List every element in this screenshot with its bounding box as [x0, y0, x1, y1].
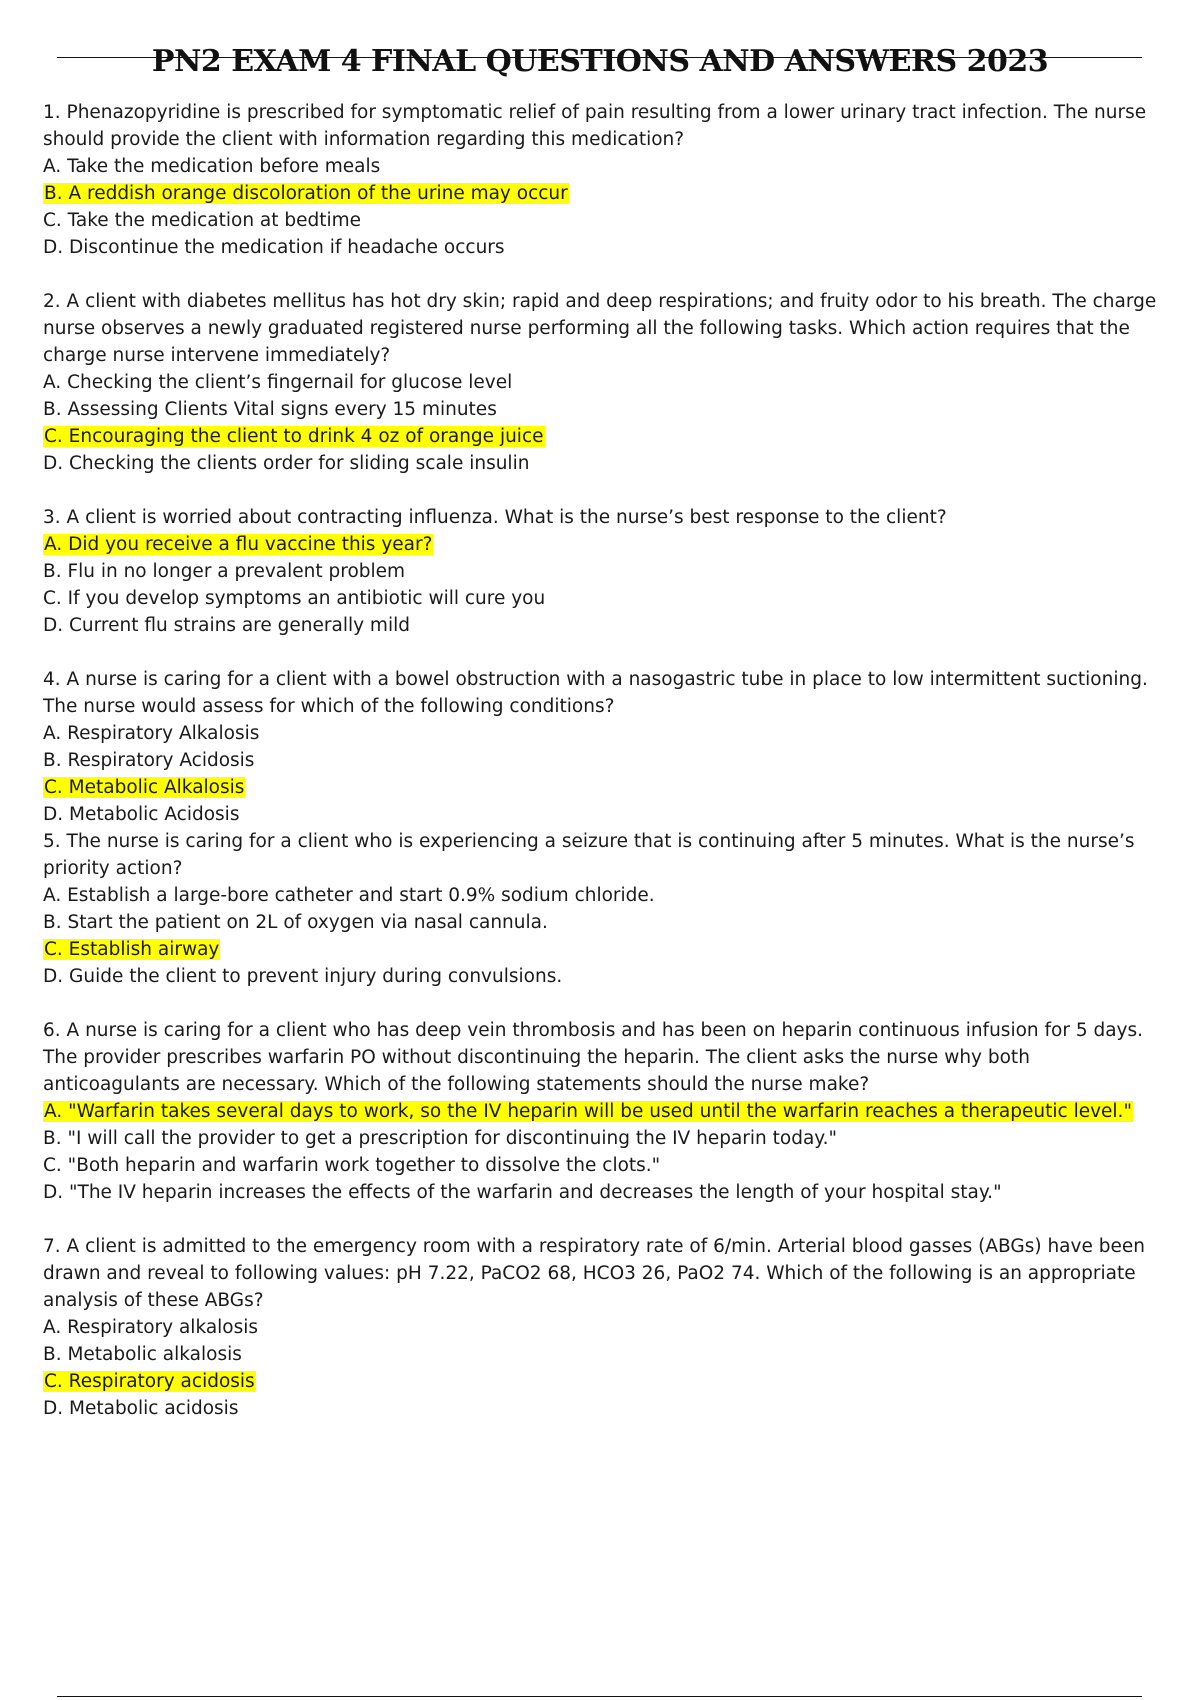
question-stem: 6. A nurse is caring for a client who has deep vein thrombosis and has been on heparin continuous infusion for 5 days. The provider prescribes warfarin PO without discontinuing the heparin. The client asks the nurse why both anticoagulants are necessary. Which of the following statements should the nurse make?: [43, 1020, 1144, 1095]
answer-option: A. Respiratory Alkalosis: [43, 723, 260, 744]
question-stem: 5. The nurse is caring for a client who is experiencing a seizure that is continuing after 5 minutes. What is the nurse’s priority action?: [43, 831, 1135, 879]
highlighted-answer: B. A reddish orange discoloration of the urine may occur: [44, 183, 568, 204]
question-7: [43, 1233, 1163, 1422]
question-stem: 4. A nurse is caring for a client with a bowel obstruction with a nasogastric tube in place to low intermittent suctioning. The nurse would assess for which of the following conditions?: [43, 669, 1148, 717]
highlighted-answer: C. Encouraging the client to drink 4 oz of orange juice: [44, 426, 544, 447]
answer-option: B. Respiratory Acidosis: [43, 750, 255, 771]
answer-option: D. Checking the clients order for sliding scale insulin: [43, 453, 530, 474]
answer-option: D. Metabolic Acidosis: [43, 804, 240, 825]
answer-option-correct: [43, 1368, 1163, 1395]
answer-option: D. Metabolic acidosis: [43, 1398, 239, 1419]
highlighted-answer: A. "Warfarin takes several days to work, so the IV heparin will be used until the warfarin reaches a therapeutic level.": [44, 1101, 1132, 1122]
highlighted-answer: C. Metabolic Alkalosis: [44, 777, 245, 798]
spacer: [43, 477, 1163, 504]
spacer: [43, 1206, 1163, 1233]
answer-option-correct: [43, 423, 1163, 450]
answer-option: A. Checking the client’s fingernail for glucose level: [43, 372, 513, 393]
answer-option-correct: [43, 774, 1163, 801]
question-stem: 3. A client is worried about contracting influenza. What is the nurse’s best response to the client?: [43, 507, 947, 528]
answer-option-correct: [43, 531, 1163, 558]
answer-option-correct: [43, 1098, 1163, 1125]
question-2: [43, 288, 1163, 477]
answer-option: C. If you develop symptoms an antibiotic will cure you: [43, 588, 546, 609]
bottom-rule: [57, 1696, 1142, 1697]
question-list: [43, 99, 1163, 1422]
answer-option: C. Take the medication at bedtime: [43, 210, 362, 231]
spacer: [43, 990, 1163, 1017]
question-5: [43, 828, 1163, 990]
answer-option-correct: [43, 180, 1163, 207]
answer-option: B. Flu in no longer a prevalent problem: [43, 561, 406, 582]
question-stem: 7. A client is admitted to the emergency room with a respiratory rate of 6/min. Arterial blood gasses (ABGs) have been drawn and reveal to following values: pH 7.22, PaCO2 68, HCO3 26, PaO2 74. Which of the following is an appropriate analysis of these ABGs?: [43, 1236, 1145, 1311]
answer-option: C. "Both heparin and warfarin work together to dissolve the clots.": [43, 1155, 661, 1176]
spacer: [43, 261, 1163, 288]
highlighted-answer: C. Establish airway: [44, 939, 220, 960]
answer-option: D. "The IV heparin increases the effects of the warfarin and decreases the length of your hospital stay.": [43, 1182, 1002, 1203]
answer-option: A. Take the medication before meals: [43, 156, 381, 177]
answer-option: B. Assessing Clients Vital signs every 15 minutes: [43, 399, 497, 420]
answer-option: B. Metabolic alkalosis: [43, 1344, 242, 1365]
question-4: [43, 666, 1163, 828]
question-stem: 1. Phenazopyridine is prescribed for symptomatic relief of pain resulting from a lower urinary tract infection. The nurse should provide the client with information regarding this medication?: [43, 102, 1147, 150]
document-title: PN2 EXAM 4 FINAL QUESTIONS AND ANSWERS 2023: [151, 44, 1049, 79]
question-6: [43, 1017, 1163, 1206]
answer-option: B. Start the patient on 2L of oxygen via nasal cannula.: [43, 912, 548, 933]
answer-option: A. Respiratory alkalosis: [43, 1317, 259, 1338]
question-1: [43, 99, 1163, 261]
question-3: [43, 504, 1163, 639]
question-stem: 2. A client with diabetes mellitus has hot dry skin; rapid and deep respirations; and fruity odor to his breath. The charge nurse observes a newly graduated registered nurse performing all the following tasks. Which action requires that the charge nurse intervene immediately?: [43, 291, 1157, 366]
answer-option: D. Discontinue the medication if headache occurs: [43, 237, 505, 258]
spacer: [43, 639, 1163, 666]
answer-option-correct: [43, 936, 1163, 963]
highlighted-answer: A. Did you receive a flu vaccine this year?: [44, 534, 433, 555]
answer-option: D. Current flu strains are generally mild: [43, 615, 410, 636]
answer-option: B. "I will call the provider to get a prescription for discontinuing the IV heparin today.": [43, 1128, 837, 1149]
highlighted-answer: C. Respiratory acidosis: [44, 1371, 255, 1392]
answer-option: D. Guide the client to prevent injury during convulsions.: [43, 966, 563, 987]
answer-option: A. Establish a large-bore catheter and start 0.9% sodium chloride.: [43, 885, 655, 906]
